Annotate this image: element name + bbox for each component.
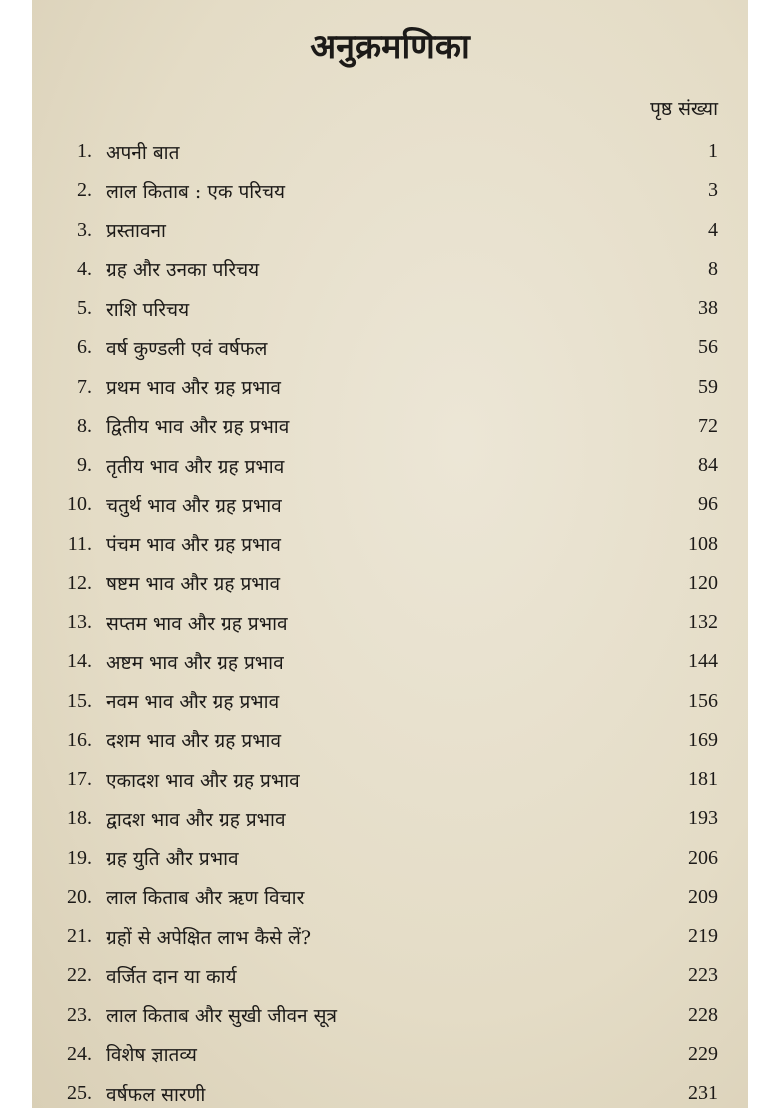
toc-entry-page: 1: [708, 140, 718, 163]
toc-entry-number: 18.: [67, 807, 92, 830]
toc-entry: [32, 1035, 748, 1074]
toc-entry-title: राशि परिचय: [106, 298, 190, 321]
toc-entry-title: द्वादश भाव और ग्रह प्रभाव: [106, 808, 286, 831]
toc-entry-page: 72: [698, 414, 718, 437]
toc-entry: [32, 721, 748, 760]
toc-entry: [32, 211, 748, 250]
toc-entry-number: 6.: [77, 336, 92, 359]
toc-entry-title: नवम भाव और ग्रह प्रभाव: [106, 691, 280, 714]
toc-entry-title: एकादश भाव और ग्रह प्रभाव: [106, 769, 300, 792]
toc-entry-title: तृतीय भाव और ग्रह प्रभाव: [106, 455, 285, 478]
toc-entry-page: 38: [698, 297, 718, 320]
toc-entry-page: 156: [688, 689, 718, 712]
toc-entry: [32, 368, 748, 407]
toc-entry-title: वर्ष कुण्डली एवं वर्षफल: [106, 337, 268, 360]
toc-entry: [32, 603, 748, 642]
toc-entry-page: 132: [688, 611, 718, 634]
toc-entry-title: सप्तम भाव और ग्रह प्रभाव: [106, 612, 288, 635]
toc-entry-title: वर्षफल सारणी: [106, 1083, 206, 1106]
toc-entry-page: 181: [688, 768, 718, 791]
toc-entry: [32, 878, 748, 917]
toc-entry-page: 206: [688, 846, 718, 869]
toc-entry: [32, 642, 748, 681]
toc-entry-page: 120: [688, 571, 718, 594]
toc-entry: [32, 1074, 748, 1113]
toc-entry-number: 17.: [67, 768, 92, 791]
toc-entry-page: 96: [698, 493, 718, 516]
toc-entry-page: 229: [688, 1042, 718, 1065]
toc-entry: [32, 171, 748, 210]
toc-entry-number: 22.: [67, 964, 92, 987]
toc-entry-number: 24.: [67, 1042, 92, 1065]
toc-entry-page: 84: [698, 454, 718, 477]
toc-entry: [32, 485, 748, 524]
toc-entry-title: अपनी बात: [106, 141, 180, 164]
toc-entry-page: 144: [688, 650, 718, 673]
toc-entry-number: 14.: [67, 650, 92, 673]
toc-entry-number: 12.: [67, 571, 92, 594]
toc-entry-title: लाल किताब : एक परिचय: [106, 180, 286, 203]
toc-entry-title: विशेष ज्ञातव्य: [106, 1044, 197, 1067]
toc-entry: [32, 525, 748, 564]
toc-entry: [32, 250, 748, 289]
toc-entry: [32, 446, 748, 485]
toc-entry-title: पंचम भाव और ग्रह प्रभाव: [106, 534, 281, 557]
toc-entry-title: लाल किताब और ऋण विचार: [106, 887, 305, 910]
toc-entry: [32, 289, 748, 328]
toc-entry-number: 11.: [67, 532, 92, 555]
page-title: अनुक्रमणिका: [310, 27, 470, 67]
toc-entry-title: दशम भाव और ग्रह प्रभाव: [106, 730, 282, 753]
toc-entry-number: 13.: [67, 611, 92, 634]
toc-entry: [32, 839, 748, 878]
toc-entry-page: 209: [688, 885, 718, 908]
toc-entry: [32, 564, 748, 603]
toc-entry-number: 10.: [67, 493, 92, 516]
toc-entry-number: 20.: [67, 885, 92, 908]
toc-entry-title: वर्जित दान या कार्य: [106, 965, 237, 988]
toc-entry-page: 59: [698, 375, 718, 398]
toc-entry-title: ग्रह युति और प्रभाव: [106, 848, 239, 871]
toc-entry-page: 56: [698, 336, 718, 359]
toc-entry-page: 8: [708, 257, 718, 280]
toc-entry-number: 15.: [67, 689, 92, 712]
toc-entry-number: 9.: [77, 454, 92, 477]
toc-entry-title: लाल किताब और सुखी जीवन सूत्र: [106, 1005, 337, 1028]
toc-entry-title: चतुर्थ भाव और ग्रह प्रभाव: [106, 494, 282, 517]
document-page: [32, 0, 748, 1108]
toc-entry-page: 228: [688, 1003, 718, 1026]
toc-entry-number: 3.: [77, 218, 92, 241]
toc-entry-number: 23.: [67, 1003, 92, 1026]
toc-entry-title: प्रस्तावना: [106, 220, 166, 243]
toc-entry-number: 1.: [77, 140, 92, 163]
toc-entry: [32, 799, 748, 838]
toc-entry-number: 19.: [67, 846, 92, 869]
toc-entry-title: षष्टम भाव और ग्रह प्रभाव: [106, 573, 281, 596]
page-number-column-header: पृष्ठ संख्या: [650, 98, 718, 120]
toc-entry-number: 4.: [77, 257, 92, 280]
toc-entry-number: 16.: [67, 728, 92, 751]
toc-entry: [32, 682, 748, 721]
toc-entry: [32, 917, 748, 956]
toc-entry: [32, 132, 748, 171]
toc-entry: [32, 328, 748, 367]
toc-entry-page: 193: [688, 807, 718, 830]
toc-entry-number: 7.: [77, 375, 92, 398]
toc-entry-title: ग्रहों से अपेक्षित लाभ कैसे लें?: [106, 926, 312, 949]
toc-entry-title: अष्टम भाव और ग्रह प्रभाव: [106, 651, 284, 674]
toc-entry: [32, 956, 748, 995]
toc-entry-title: ग्रह और उनका परिचय: [106, 259, 260, 282]
toc-entry-page: 223: [688, 964, 718, 987]
toc-entry: [32, 407, 748, 446]
toc-entry-number: 25.: [67, 1082, 92, 1105]
toc-entry-number: 8.: [77, 414, 92, 437]
toc-entry-number: 5.: [77, 297, 92, 320]
toc-entry-title: द्वितीय भाव और ग्रह प्रभाव: [106, 416, 290, 439]
toc-entry-number: 21.: [67, 925, 92, 948]
toc-entry-number: 2.: [77, 179, 92, 202]
toc-entry-page: 169: [688, 728, 718, 751]
toc-entry: [32, 996, 748, 1035]
toc-entry-page: 231: [688, 1082, 718, 1105]
toc-entry-title: प्रथम भाव और ग्रह प्रभाव: [106, 377, 281, 400]
toc-entry: [32, 760, 748, 799]
toc-entry-page: 108: [688, 532, 718, 555]
toc-entry-page: 219: [688, 925, 718, 948]
toc-entry-page: 3: [708, 179, 718, 202]
toc-list: [32, 132, 748, 1113]
toc-entry-page: 4: [708, 218, 718, 241]
